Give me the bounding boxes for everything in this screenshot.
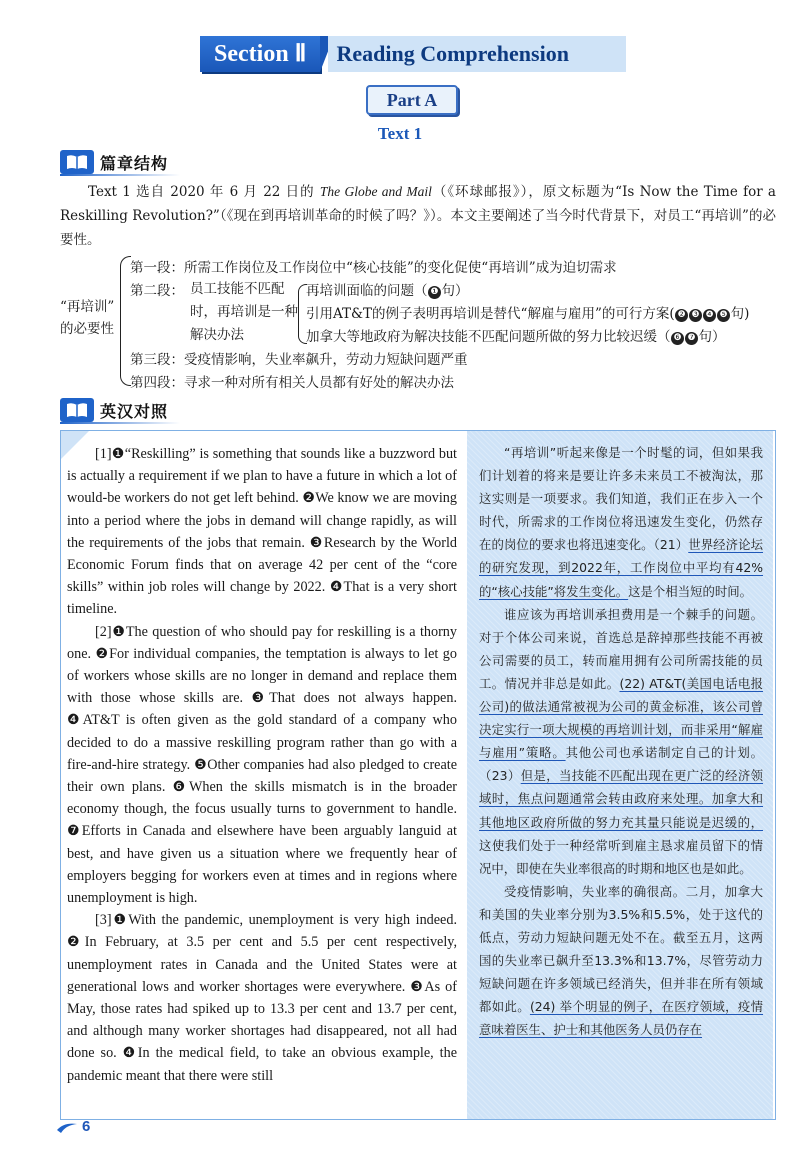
outline-sub-3 xyxy=(306,325,726,345)
outline-sub-1 xyxy=(306,279,469,299)
sentence-mark: ❸ xyxy=(689,309,702,322)
section-banner xyxy=(200,36,626,72)
outline-para-3: 第三段：受疫情影响，失业率飙升，劳动力短缺问题严重 xyxy=(130,352,468,368)
sentence-mark: ❷ xyxy=(675,309,688,322)
outline-para-2-label: 第二段： xyxy=(130,283,184,299)
outline-sub-2 xyxy=(306,302,749,322)
intro-source: The Globe and Mail xyxy=(319,184,432,199)
outline-sub-3-end: 句） xyxy=(698,329,726,345)
zh-underlined: (22) AT&T(美国电话电报公司)的做法通常被视为公司的黄金标准，该公司曾决定实行一项大规模的再培训计划，而非采用“解雇与雇用”策略。 xyxy=(479,675,764,761)
page-footer xyxy=(56,1118,90,1135)
translation-heading xyxy=(60,398,168,422)
section-label: Section Ⅱ xyxy=(200,36,320,72)
outline-para-2-text: 员工技能不匹配时，再培训是一种解决办法 xyxy=(190,281,298,343)
outline-sub-2-end: 句) xyxy=(730,306,750,322)
zh-text: “再培训”听起来像是一个时髦的词，但如果我们计划着的将来是要让许多未来员工不被淘汰，那这实则是一项要求。我们知道，我们正在步入一个时代，所需求的工作岗位将迅速发生变化，仍然存在的岗位的要求也将迅速变化。（21） xyxy=(479,445,763,553)
book-icon xyxy=(60,398,94,422)
english-paragraph-2: [2]❶The question of who should pay for reskilling is a thorny one. ❷For individual companies, the temptation is always to let go of workers whose skills are no longer in demand and replace them with those whose skills are. ❸That does not always happen. ❹AT&T is often given as the gold standard of a company who decided to do a massive reskilling program rather than go with a fire-and-hire strategy. ❺Other companies had also pledged to create their own plans. ❻When the skills mismatch is in the broader economy though, the focus usually turns to government to handle. ❼Efforts in Canada and elsewhere have been arguably languid at best, and have given us a situation where we frequently hear of employers begging for workers even at times and in regions where unemployment is high. xyxy=(67,623,457,907)
book-icon xyxy=(60,150,94,174)
outline-sub-2-text: 引用AT&T的例子表明再培训是替代“解雇与雇用”的可行方案( xyxy=(306,306,675,322)
bilingual-panel xyxy=(60,430,776,1120)
translation-heading-text: 英汉对照 xyxy=(100,401,169,421)
text-label: Text 1 xyxy=(377,124,423,143)
heading-rule xyxy=(60,422,180,424)
sentence-mark: ❶ xyxy=(428,286,441,299)
structure-heading-text: 篇章结构 xyxy=(100,153,169,173)
sentence-mark: ❹ xyxy=(703,309,716,322)
outline-root-line1: “再培训” xyxy=(60,299,115,315)
heading-rule xyxy=(60,174,180,176)
intro-text-2: （《环球邮报》），原文标题为“Is Now the Time for a Reskilling Revolution?”（《现在到再培训革命的时候了吗？》）。本文主要阐述了当今时代背景下，对员工“再培训”的必要性。 xyxy=(60,184,776,248)
outline-para-4: 第四段：寻求一种对所有相关人员都有好处的解决办法 xyxy=(130,375,454,391)
zh-underlined: 但是，当技能不匹配出现在更广泛的经济领域时，焦点问题通常会转由政府来处理。加拿大和其他地区政府所做的努力充其量只能说是迟缓的， xyxy=(479,768,763,830)
english-paragraph-3: [3]❶With the pandemic, unemployment is very high indeed. ❷In February, at 3.5 per cent and 5.5 per cent respectively, unemployment rates in Canada and the United States were at generational lows and worker shortages were everywhere. ❸As of May, those rates had spiked up to 13.3 per cent and 13.7 per cent, and although many worker shortages had disappeared, not all had done so. ❹In the medical field, to take an obvious example, the pandemic meant that there were still xyxy=(67,912,457,1084)
chinese-paragraph-3 xyxy=(479,880,763,1042)
section-title: Reading Comprehension xyxy=(328,36,626,72)
outline-root xyxy=(60,296,118,340)
sentence-mark: ❼ xyxy=(685,332,698,345)
zh-text: 谁应该为再培训承担费用是一个棘手的问题。对于个体公司来说，首选总是辞掉那些技能不再被公司需要的员工，转而雇用拥有公司所需技能的员工。情况并非总是如此。 xyxy=(479,606,763,691)
chinese-column xyxy=(467,431,773,1119)
structure-heading xyxy=(60,150,168,174)
intro-text-1: Text 1 选自 2020 年 6 月 22 日的 xyxy=(88,184,320,200)
chinese-paragraph-2 xyxy=(479,603,763,880)
intro-paragraph xyxy=(60,180,776,252)
page-number: 6 xyxy=(82,1118,91,1135)
page-swoosh-icon xyxy=(56,1120,78,1134)
english-column xyxy=(67,443,457,1087)
zh-text: 其他公司也承诺制定自己的计划。（23） xyxy=(479,745,764,784)
outline-sub-3-text: 加拿大等地政府为解决技能不匹配问题所做的努力比较迟缓（ xyxy=(306,329,671,345)
zh-text: 这是个相当短的时间。 xyxy=(628,583,753,599)
sentence-mark: ❻ xyxy=(671,332,684,345)
zh-underlined: (24) 举个明显的例子，在医疗领域，疫情意味着医生、护士和其他医务人员仍存在 xyxy=(479,999,764,1038)
zh-text: 这使我们处于一种经常听到雇主恳求雇员留下的情况中，即使在失业率很高的时期和地区也是如此。 xyxy=(479,837,763,876)
zh-underlined: 世界经济论坛的研究发现，到2022年，工作岗位中平均有42%的“核心技能”将发生变化。 xyxy=(479,537,763,599)
outline-sub-1-end: 句） xyxy=(441,283,469,299)
part-label: Part A xyxy=(366,85,458,115)
outline-root-line2: 的必要性 xyxy=(60,321,114,337)
chinese-paragraph-1 xyxy=(479,441,763,603)
structure-outline xyxy=(60,252,780,392)
outline-sub-1-text: 再培训面临的问题（ xyxy=(306,283,428,299)
english-paragraph-1: [1]❶“Reskilling” is something that sounds like a buzzword but is actually a requirement if we plan to have a future in which a lot of would-be workers do not get left behind. ❷We know we are moving into a period where the jobs in demand will change rapidly, as will the requirements of the jobs that remain. ❸Research by the World Economic Forum finds that on average 42 per cent of the “core skills” within job roles will change by 2022. ❹That is a very short timeline. xyxy=(67,446,457,618)
zh-text: 受疫情影响，失业率的确很高。二月，加拿大和美国的失业率分别为3.5%和5.5%，处于这代的低点，劳动力短缺问题无处不在。截至五月，这两国的失业率已飙升至13.3%和13.7%，尽管劳动力短缺问题在许多领域已经消失，但并非在所有领域都如此。 xyxy=(479,883,763,1015)
outline-para-1: 第一段：所需工作岗位及工作岗位中“核心技能”的变化促使“再培训”成为迫切需求 xyxy=(130,260,617,276)
sentence-mark: ❺ xyxy=(717,309,730,322)
